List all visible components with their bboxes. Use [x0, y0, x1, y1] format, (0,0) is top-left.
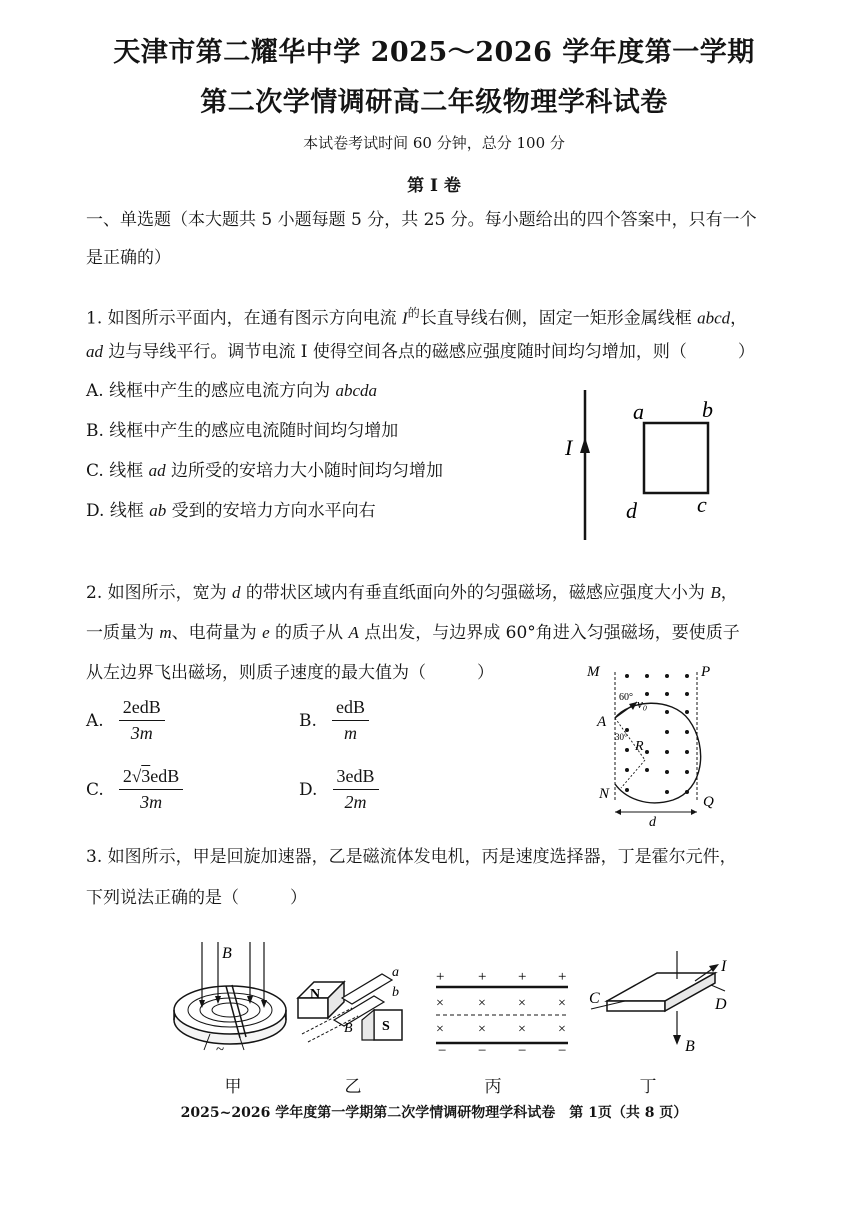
hall-label-B: B	[685, 1038, 695, 1055]
q1-label-b: b	[702, 397, 713, 422]
q1-label-d: d	[626, 498, 637, 523]
q1-label-I: I	[565, 435, 573, 460]
svg-text:×: ×	[478, 1022, 486, 1037]
q2-label-A: A	[597, 714, 607, 730]
q2-label-P: P	[701, 664, 711, 680]
fig-label-jia: 甲	[224, 1077, 242, 1097]
svg-text:×: ×	[478, 996, 486, 1011]
section-instructions-line2: 是正确的）	[86, 248, 171, 268]
page-footer: 2025~2026 学年度第一学期第二次学情调研物理学科试卷 第 1页（共 8 页）	[180, 1105, 688, 1121]
svg-text:×: ×	[558, 996, 566, 1011]
exam-title-line1: 天津市第二耀华中学 2025～2026 学年度第一学期	[113, 37, 755, 68]
q2-label-d: d	[649, 815, 656, 830]
q2-label-N: N	[599, 786, 610, 802]
q2-field-dots	[625, 674, 689, 794]
svg-text:−: −	[558, 1043, 567, 1055]
q2-dim-left-arrow-icon	[615, 809, 621, 815]
q2-dim-right-arrow-icon	[691, 809, 697, 815]
q2-label-M: M	[587, 664, 600, 680]
part-heading: 第 I 卷	[407, 176, 461, 196]
q2-radius-line-2	[621, 760, 645, 788]
q3-stem-line2: 下列说法正确的是（ ）	[86, 888, 307, 908]
q2-stem-line3: 从左边界飞出磁场，则质子速度的最大值为（ ）	[86, 663, 494, 683]
svg-text:×: ×	[518, 996, 526, 1011]
q1-label-c: c	[697, 492, 707, 517]
svg-text:+: +	[436, 969, 445, 985]
q2-label-Q: Q	[703, 794, 714, 810]
q2-stem-line2: 一质量为 m、电荷量为 e 的质子从 A 点出发，与边界成 60°角进入匀强磁场，要使质子	[86, 623, 740, 643]
mhd-label-B: B	[344, 1021, 353, 1036]
cyclotron-ac-icon: ~	[216, 1042, 225, 1058]
fig-label-yi: 乙	[344, 1077, 362, 1097]
mhd-label-N: N	[310, 987, 321, 1002]
cyclotron-label-B: B	[222, 945, 232, 962]
svg-text:+: +	[478, 969, 487, 985]
svg-text:+: +	[518, 969, 527, 985]
q2-angle-60: 60°	[619, 692, 633, 703]
q3-figure-hall-element	[585, 945, 745, 1055]
q2-option-b[interactable]: B. $\frac{\text{edB}}{m}$	[299, 697, 369, 744]
q2-option-d[interactable]: D. $\frac{\text{3edB}}{2m}$	[299, 766, 379, 813]
q1-option-b[interactable]: B. 线框中产生的感应电流随时间均匀增加	[86, 421, 399, 441]
hall-label-D: D	[715, 996, 727, 1013]
q1-option-a[interactable]: A. 线框中产生的感应电流方向为 abcda	[86, 381, 378, 401]
q2-stem-line1: 2. 如图所示，宽为 d 的带状区域内有垂直纸面向外的匀强磁场，磁感应强度大小为 B，	[86, 583, 738, 603]
q3-figure-velocity-selector	[430, 965, 575, 1055]
q1-option-d[interactable]: D. 线框 ab 受到的安培力方向水平向右	[86, 501, 376, 521]
svg-text:×: ×	[558, 1022, 566, 1037]
q3-figure-cyclotron	[168, 938, 298, 1063]
q1-current-arrow-icon	[580, 437, 590, 453]
svg-text:−: −	[518, 1043, 527, 1055]
mhd-label-S: S	[382, 1019, 390, 1034]
q2-figure-magnetic-strip	[585, 660, 725, 830]
fig-label-bing: 丙	[484, 1077, 502, 1097]
electrode-plate-a	[342, 974, 392, 1004]
exam-duration-note: 本试卷考试时间 60 分钟，总分 100 分	[303, 134, 565, 152]
mhd-label-a: a	[392, 965, 399, 980]
svg-text:−: −	[478, 1043, 487, 1055]
hall-label-I: I	[721, 958, 727, 975]
q3-stem-line1: 3. 如图所示，甲是回旋加速器，乙是磁流体发电机，丙是速度选择器，丁是霍尔元件，	[86, 847, 737, 867]
svg-text:+: +	[558, 969, 567, 985]
q2-option-a[interactable]: A. $\frac{\text{2edB}}{3m}$	[86, 697, 165, 744]
q3-figure-mhd-generator	[292, 958, 412, 1048]
hall-field-arrow-icon	[673, 1035, 681, 1045]
q1-stem-line1: 1. 如图所示平面内，在通有图示方向电流 $I^的$长直导线右侧，固定一矩形金属线框 abcd，	[86, 306, 748, 329]
q1-rectangular-loop	[644, 423, 708, 493]
q1-option-c[interactable]: C. 线框 ad 边所受的安培力大小随时间均匀增加	[86, 461, 444, 481]
svg-text:×: ×	[436, 1022, 444, 1037]
svg-text:×: ×	[436, 996, 444, 1011]
svg-text:−: −	[438, 1043, 447, 1055]
section-instructions-line1: 一、单选题（本大题共 5 小题每题 5 分，共 25 分。每小题给出的四个答案中，只有一个	[86, 210, 757, 230]
q2-angle-30: 30°	[615, 732, 628, 742]
q2-label-v0: v₀	[637, 696, 648, 711]
exam-title-line2: 第二次学情调研高二年级物理学科试卷	[200, 87, 668, 118]
svg-text:×: ×	[518, 1022, 526, 1037]
q2-label-R: R	[635, 739, 644, 754]
q1-label-a: a	[633, 399, 644, 424]
q1-stem-line2: ad 边与导线平行。调节电流 I 使得空间各点的磁感应强度随时间均匀增加，则（ ）	[86, 342, 755, 362]
hall-label-C: C	[589, 990, 600, 1007]
mhd-label-b: b	[392, 985, 399, 1000]
fig-label-ding: 丁	[639, 1077, 657, 1097]
q1-figure-wire-and-loop	[555, 385, 735, 545]
q2-option-c[interactable]: C. $\frac{\text{2√3edB}}{3m}$	[86, 766, 183, 813]
